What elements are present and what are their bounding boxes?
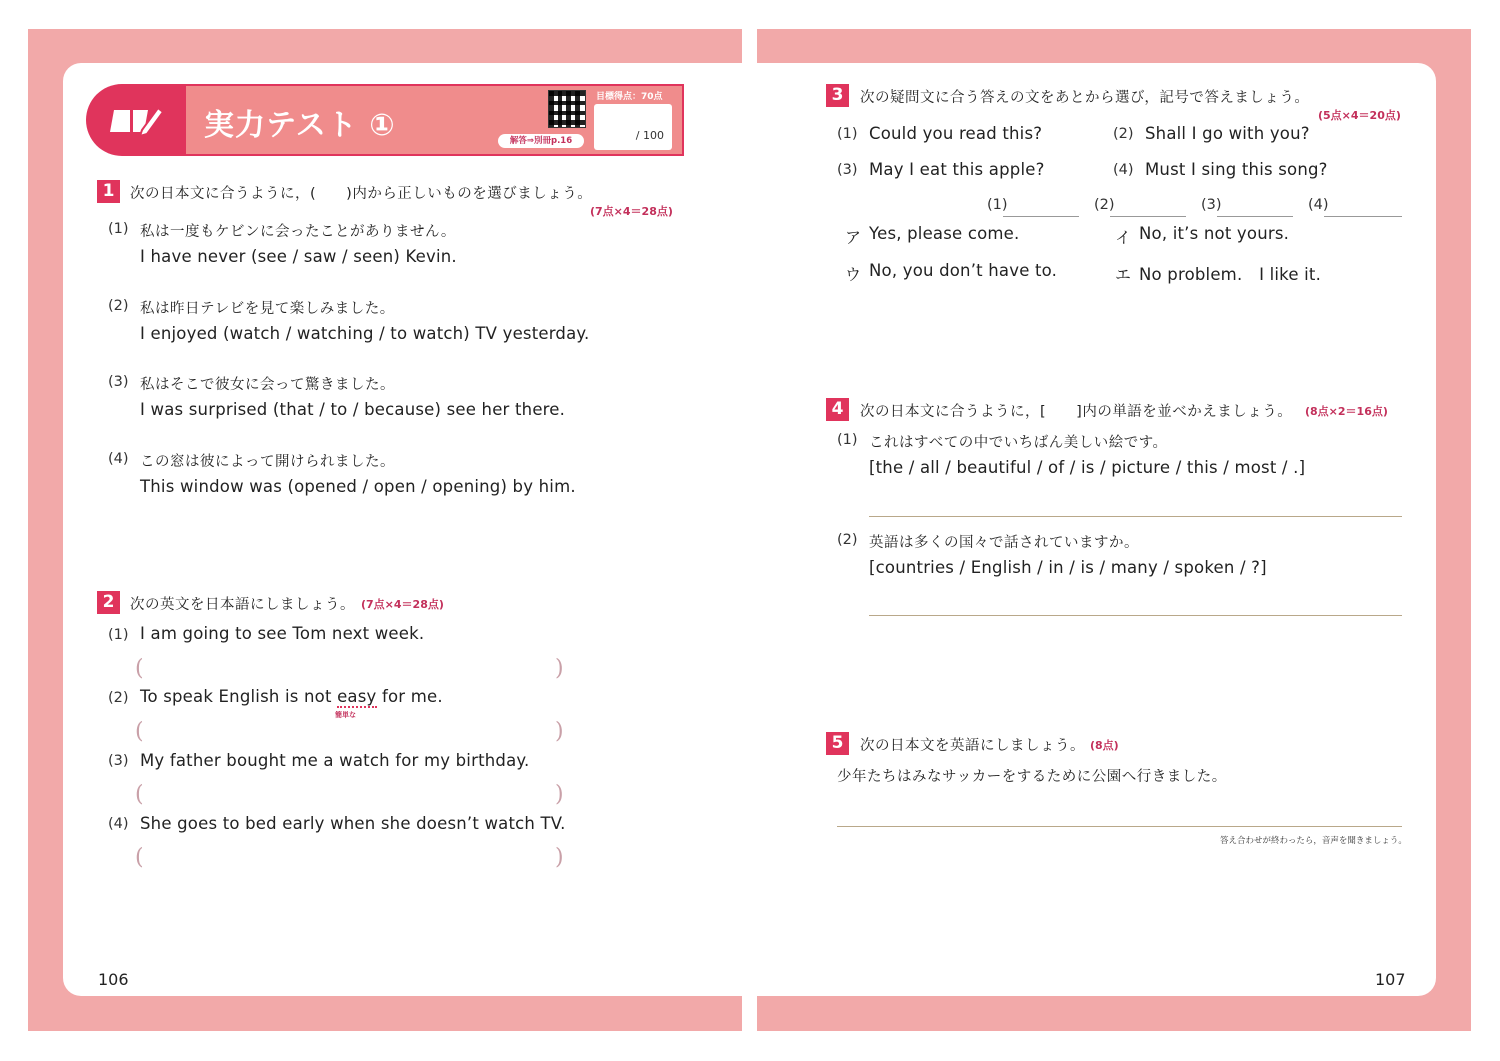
s1-item-jp: 私は一度もケビンに会ったことがありません。 [140, 224, 456, 240]
s4-item-number: (1) [837, 432, 858, 448]
banner-title: 実力テスト ① [204, 108, 396, 143]
s3-choice-mark: エ [1115, 265, 1132, 284]
s3-question-number: (1) [837, 126, 858, 142]
s2-item-number: (4) [108, 816, 129, 832]
answer-line[interactable] [837, 826, 1402, 827]
s4-item-jp: これはすべての中でいちばん美しい絵です。 [869, 435, 1168, 451]
section-1-number: 1 [97, 180, 120, 203]
answer-paren-close[interactable]: ) [555, 656, 564, 681]
s3-choice-mark: ウ [845, 265, 862, 284]
s1-item-number: (3) [108, 374, 129, 390]
banner-cap [86, 84, 186, 156]
score-denominator: / 100 [635, 129, 664, 142]
s1-item-en: This window was (opened / open / opening) by him. [140, 477, 576, 496]
answer-paren-open[interactable]: ( [135, 719, 144, 744]
s1-item-en: I enjoyed (watch / watching / to watch) TV yesterday. [140, 324, 590, 343]
s2-item-en: My father bought me a watch for my birthday. [140, 751, 530, 770]
s3-question: Must I sing this song? [1145, 160, 1328, 179]
s3-question: Shall I go with you? [1145, 124, 1310, 143]
section-2-points: (7点×4＝28点) [361, 598, 444, 611]
s3-question: May I eat this apple? [869, 160, 1045, 179]
section-2-instruction: 次の英文を日本語にしましょう。 [130, 597, 355, 613]
test-banner [86, 84, 684, 156]
answer-reference: 解答⇒別冊p.16 [498, 134, 584, 148]
s1-item-jp: 私はそこで彼女に会って驚きました。 [140, 377, 395, 393]
s3-answer-blank[interactable] [1110, 216, 1186, 217]
section-4-instruction: 次の日本文に合うように，[ ]内の単語を並べかえましょう。 [860, 404, 1293, 420]
s1-item-number: (4) [108, 451, 129, 467]
section-3-instruction: 次の疑問文に合う答えの文をあとから選び，記号で答えましょう。 [860, 90, 1310, 106]
section-1-points: (7点×4＝28点) [590, 205, 673, 218]
answer-paren-close[interactable]: ) [555, 719, 564, 744]
section-3-points: (5点×4＝20点) [1318, 109, 1401, 122]
section-1-instruction: 次の日本文に合うように，( )内から正しいものを選びましょう。 [130, 186, 593, 202]
answer-paren-open[interactable]: ( [135, 845, 144, 870]
page-number-left: 106 [98, 970, 129, 989]
section-4-points: (8点×2＝16点) [1305, 405, 1388, 418]
section-2-number: 2 [97, 591, 120, 614]
s3-blank-label: (2) [1094, 197, 1115, 213]
section-5-points: (8点) [1090, 739, 1119, 752]
answer-line[interactable] [869, 516, 1402, 517]
s3-blank-label: (4) [1308, 197, 1329, 213]
section-3-number: 3 [826, 84, 849, 107]
section-4-number: 4 [826, 398, 849, 421]
s4-item-jp: 英語は多くの国々で話されていますか。 [869, 535, 1139, 551]
s3-choice-mark: イ [1115, 228, 1132, 247]
s3-choice-text: Yes, please come. [869, 224, 1020, 243]
s4-word-list: [countries / English / in / is / many / spoken / ?] [869, 558, 1267, 577]
s3-question-number: (3) [837, 162, 858, 178]
vocab-hint: 簡単な [335, 711, 356, 719]
s1-item-number: (1) [108, 221, 129, 237]
s1-item-number: (2) [108, 298, 129, 314]
s1-item-jp: この窓は彼によって開けられました。 [140, 454, 395, 470]
answer-line[interactable] [869, 615, 1402, 616]
answer-paren-open[interactable]: ( [135, 656, 144, 681]
s2-item-number: (3) [108, 753, 129, 769]
footer-note: 答え合わせが終わったら，音声を聞きましょう。 [1220, 836, 1407, 846]
answer-paren-close[interactable]: ) [555, 845, 564, 870]
s2-item-en: I am going to see Tom next week. [140, 624, 425, 643]
s3-choice-text: No, it’s not yours. [1139, 224, 1290, 243]
s3-choice-text: No, you don’t have to. [869, 261, 1058, 280]
s4-item-number: (2) [837, 532, 858, 548]
s3-blank-label: (3) [1201, 197, 1222, 213]
target-score: 目標得点：70点 [596, 92, 663, 102]
section-5-instruction: 次の日本文を英語にしましょう。 [860, 738, 1085, 754]
s3-question-number: (2) [1113, 126, 1134, 142]
s2-item-number: (2) [108, 690, 129, 706]
underlined-word: easy [337, 687, 377, 706]
s2-item-en: To speak English is not easy for me. [140, 687, 443, 706]
page-number-right: 107 [1375, 970, 1406, 989]
s3-choice-text: No problem. I like it. [1139, 265, 1322, 284]
s1-item-en: I was surprised (that / to / because) see her there. [140, 400, 566, 419]
s3-answer-blank[interactable] [1217, 216, 1293, 217]
s2-item-en: She goes to bed early when she doesn’t watch TV. [140, 814, 566, 833]
qr-code-icon[interactable] [548, 90, 586, 128]
s4-word-list: [the / all / beautiful / of / is / picture / this / most / .] [869, 458, 1306, 477]
s3-answer-blank[interactable] [1003, 216, 1079, 217]
s3-blank-label: (1) [987, 197, 1008, 213]
answer-paren-close[interactable]: ) [555, 782, 564, 807]
s2-item-number: (1) [108, 627, 129, 643]
s3-question-number: (4) [1113, 162, 1134, 178]
s1-item-jp: 私は昨日テレビを見て楽しみました。 [140, 301, 395, 317]
s1-item-en: I have never (see / saw / seen) Kevin. [140, 247, 457, 266]
section-5-number: 5 [826, 732, 849, 755]
s3-answer-blank[interactable] [1324, 216, 1402, 217]
answer-paren-open[interactable]: ( [135, 782, 144, 807]
book-pencil-icon [108, 104, 164, 138]
s3-question: Could you read this? [869, 124, 1043, 143]
s5-jp: 少年たちはみなサッカーをするために公園へ行きました。 [837, 769, 1227, 785]
s3-choice-mark: ア [845, 228, 862, 247]
score-box [594, 104, 672, 150]
